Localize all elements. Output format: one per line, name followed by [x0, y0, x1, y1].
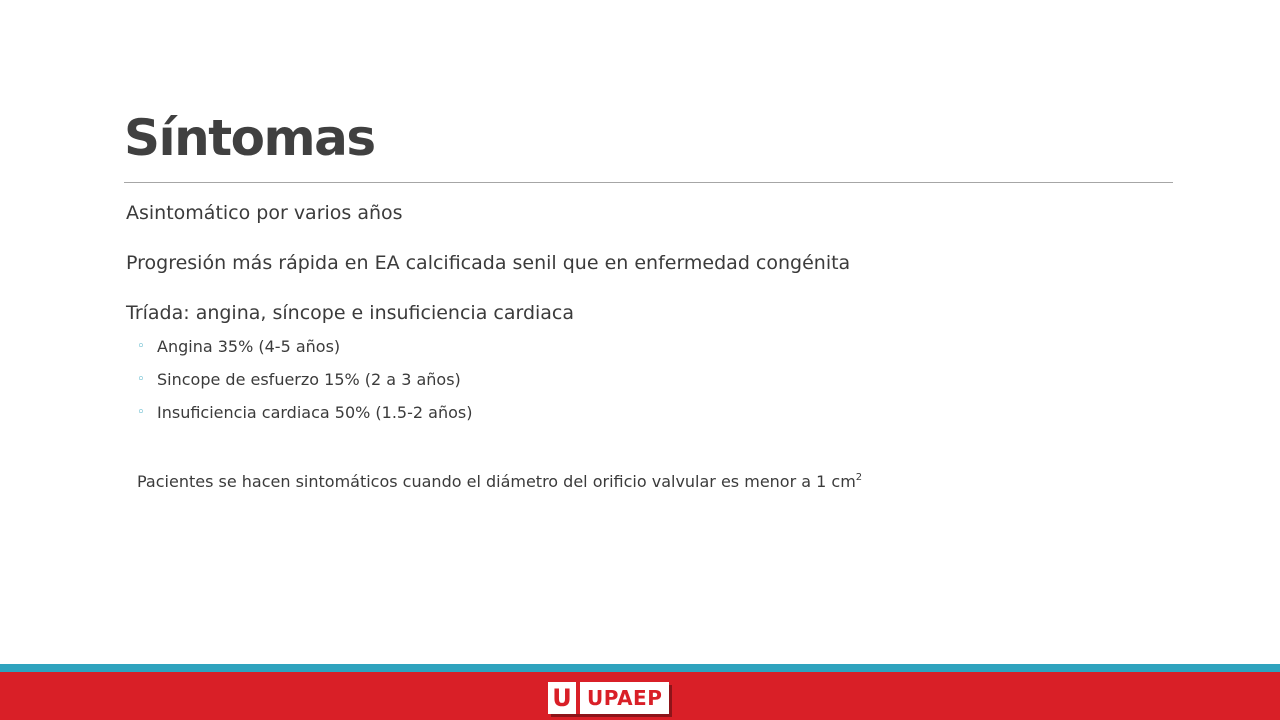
slide-body: [126, 196, 1166, 429]
logo-mark-letter: U: [552, 684, 572, 712]
note-superscript: 2: [855, 472, 863, 483]
note-text: Pacientes se hacen sintomáticos cuando el diámetro del orificio valvular es menor a 1 cm: [137, 472, 856, 491]
sub-bullet-text: Insuficiencia cardiaca 50% (1.5-2 años): [157, 403, 473, 422]
circle-bullet-icon: ◦: [137, 372, 145, 387]
circle-bullet-icon: ◦: [137, 339, 145, 354]
triad-sub-list: [126, 330, 1166, 429]
title-divider: [124, 182, 1173, 183]
upaep-logo: [548, 682, 669, 714]
bullet-triad: Tríada: angina, síncope e insuficiencia cardiaca: [126, 302, 575, 324]
sub-bullet-text: Angina 35% (4-5 años): [157, 337, 341, 356]
sub-bullet-syncope: [126, 363, 1166, 396]
bullet-progression: Progresión más rápida en EA calcificada senil que en enfermedad congénita: [126, 252, 851, 274]
footer-accent-band: [0, 664, 1280, 672]
slide-title: Síntomas: [124, 109, 375, 167]
sub-bullet-angina: [126, 330, 1166, 363]
logo-wordmark: UPAEP: [580, 682, 669, 714]
logo-mark-icon: [548, 682, 576, 714]
bullet-asymptomatic: Asintomático por varios años: [126, 202, 403, 224]
sub-bullet-text: Sincope de esfuerzo 15% (2 a 3 años): [157, 370, 461, 389]
symptom-note: [137, 466, 862, 494]
sub-bullet-heart-failure: [126, 396, 1166, 429]
circle-bullet-icon: ◦: [137, 405, 145, 420]
